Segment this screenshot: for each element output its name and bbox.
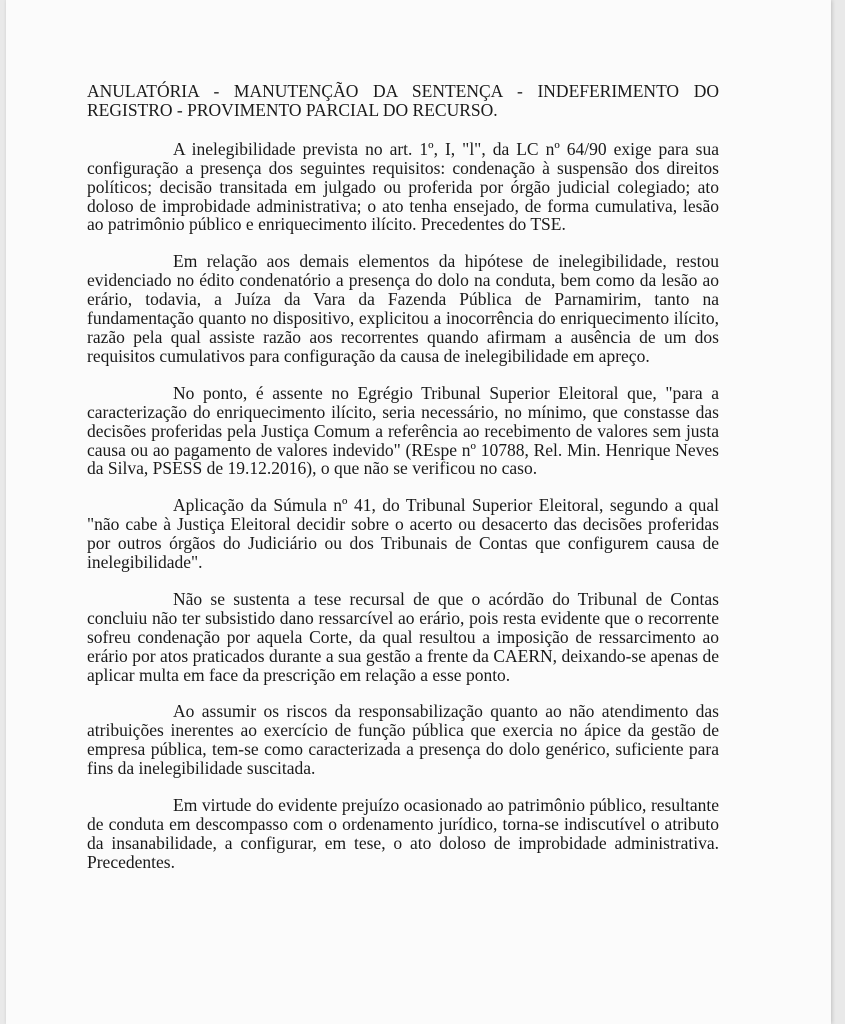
paragraph-6: Ao assumir os riscos da responsabilização quanto ao não atendimento das atribuições inerentes ao exercício de função pública que exercia no ápice da gestão de empresa pública, tem-se como caracterizada a presença do dolo genérico, suficiente para fins da inelegibilidade suscitada.	[87, 701, 719, 779]
document-body	[87, 82, 719, 890]
paragraph-2: Em relação aos demais elementos da hipótese de inelegibilidade, restou evidenciado no édito condenatório a presença do dolo na conduta, bem como da lesão ao erário, todavia, a Juíza da Vara da Fazenda Pública de Parnamirim, tanto na fundamentação quanto no dispositivo, explicitou a inocorrência do enriquecimento ilícito, razão pela qual assiste razão aos recorrentes quando afirmam a ausência de um dos requisitos cumulativos para configuração da causa de inelegibilidade em apreço.	[87, 251, 719, 366]
document-heading: ANULATÓRIA - MANUTENÇÃO DA SENTENÇA - INDEFERIMENTO DO REGISTRO - PROVIMENTO PARCIAL DO RECURSO.	[87, 81, 719, 120]
paragraph-5: Não se sustenta a tese recursal de que o acórdão do Tribunal de Contas concluiu não ter subsistido dano ressarcível ao erário, pois resta evidente que o recorrente sofreu condenação por aquela Corte, da qual resultou a imposição de ressarcimento ao erário por atos praticados durante a sua gestão a frente da CAERN, deixando-se apenas de aplicar multa em face da prescrição em relação a esse ponto.	[87, 588, 719, 685]
paragraph-4: Aplicação da Súmula nº 41, do Tribunal Superior Eleitoral, segundo a qual "não cabe à Justiça Eleitoral decidir sobre o acerto ou desacerto das decisões proferidas por outros órgãos do Judiciário ou dos Tribunais de Contas que configurem causa de inelegibilidade".	[87, 495, 719, 573]
paragraph-7: Em virtude do evidente prejuízo ocasionado ao patrimônio público, resultante de conduta em descompasso com o ordenamento jurídico, torna-se indiscutível o atributo da insanabilidade, a configurar, em tese, o ato doloso de improbidade administrativa. Precedentes.	[87, 795, 719, 872]
document-page	[6, 0, 831, 1024]
paragraph-3: No ponto, é assente no Egrégio Tribunal Superior Eleitoral que, "para a caracterização do enriquecimento ilícito, seria necessário, no mínimo, que constasse das decisões proferidas pela Justiça Comum a referência ao recebimento de valores sem justa causa ou ao pagamento de valores indevido" (REspe nº 10788, Rel. Min. Henrique Neves da Silva, PSESS de 19.12.2016), o que não se verificou no caso.	[87, 382, 719, 479]
paragraph-1: A inelegibilidade prevista no art. 1º, I, "l", da LC nº 64/90 exige para sua configuração a presença dos seguintes requisitos: condenação à suspensão dos direitos políticos; decisão transitada em julgado ou proferida por órgão judicial colegiado; ato doloso de improbidade administrativa; o ato tenha ensejado, de forma cumulativa, lesão ao patrimônio público e enriquecimento ilícito. Precedentes do TSE.	[87, 138, 719, 235]
